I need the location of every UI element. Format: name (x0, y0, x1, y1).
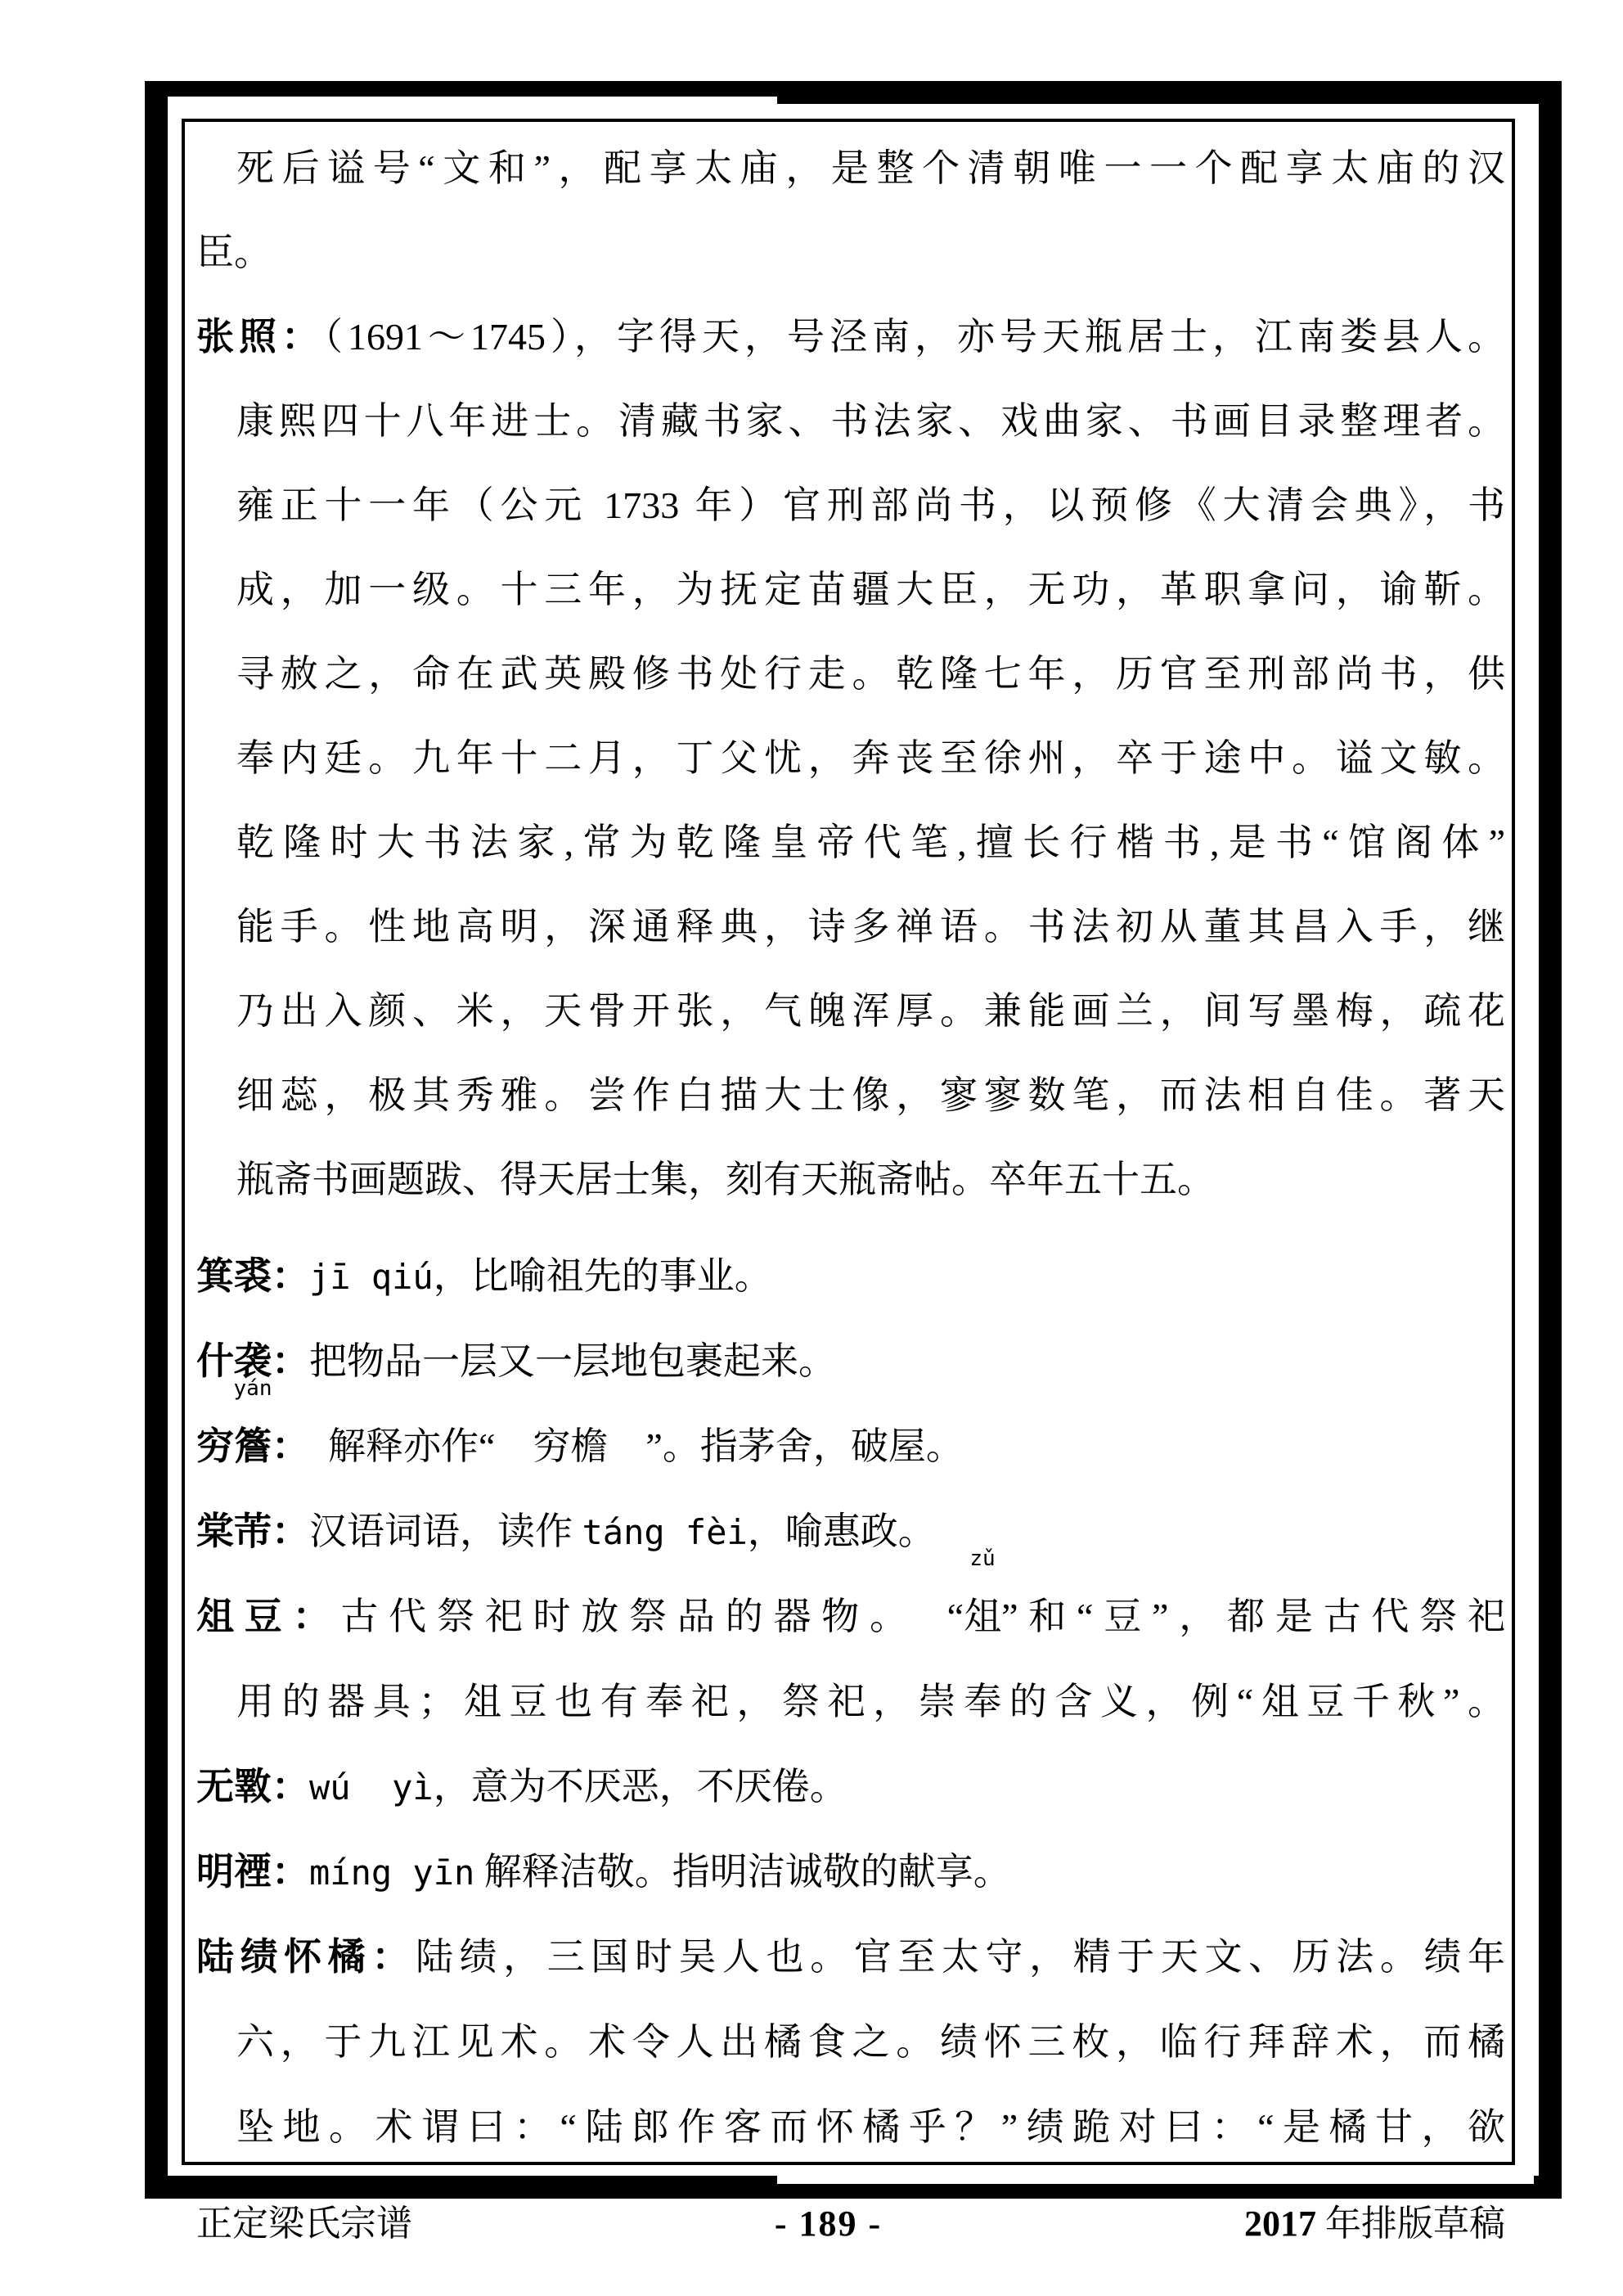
entry-term: 明禋： (196, 1851, 309, 1893)
page-footer (196, 2203, 1505, 2245)
body-text: 六，于九江见术。术令人出橘食之。绩怀三枚，临行拜辞术，而橘 (236, 2021, 1505, 2063)
body-text: 寻赦之，命在武英殿修书处行走。乾隆七年，历官至刑部尚书，供 (236, 653, 1505, 695)
text-line (196, 1745, 1505, 1830)
body-text: 坠地。术谓曰：“陆郎作客而怀橘乎？”绩跪对曰：“是橘甘，欲 (236, 2106, 1505, 2148)
entry-term: 张照： (196, 316, 324, 358)
body-text: 奉内廷。九年十二月，丁父忧，奔丧至徐州，卒于途中。谥文敏。 (236, 737, 1505, 779)
text-line (196, 295, 1505, 379)
body-text: 瓶斋书画题跋、得天居士集，刻有天瓶斋帖。卒年五十五。 (236, 1159, 1215, 1200)
text-line (196, 126, 1505, 210)
body-text: 解释亦作“ 穷檐 ”。指茅舍，破屋。 (290, 1425, 964, 1467)
pinyin-text: wú yì (309, 1767, 434, 1808)
text-line (196, 2085, 1505, 2170)
entry-term: 棠芾： (196, 1510, 309, 1552)
text-line (196, 1319, 1505, 1404)
glossary-block (196, 1234, 1505, 2170)
body-text: 康熙四十八年进士。清藏书家、书法家、戏曲家、书画目录整理者。 (236, 400, 1505, 442)
entry-term: 俎豆： (196, 1596, 341, 1637)
text-line (196, 716, 1505, 800)
body-text: ，意为不厌恶，不厌倦。 (433, 1766, 847, 1808)
body-text: ，比喻祖先的事业。 (433, 1255, 772, 1297)
body-text: ，喻惠政。 (747, 1510, 936, 1552)
text-line (196, 1376, 1505, 1489)
text-line (196, 1053, 1505, 1137)
scan-artifact-top-border-gap (168, 97, 777, 106)
body-text: 雍正十一年（公元 1733 年）官刑部尚书，以预修《大清会典》，书 (236, 484, 1505, 526)
footer-page-number: - 189 - (774, 2204, 883, 2244)
body-text: 陆绩，三国时吴人也。官至太守，精于天文、历法。绩年 (415, 1936, 1506, 1978)
text-line (196, 632, 1505, 716)
text-line (196, 800, 1505, 885)
text-line (196, 1234, 1505, 1319)
body-text: 死后谥号“文和”，配享太庙，是整个清朝唯一一个配享太庙的汉 (236, 147, 1505, 189)
text-line (196, 1659, 1505, 1745)
text-line (196, 1137, 1505, 1222)
text-line (196, 547, 1505, 632)
body-text: 臣。 (196, 232, 272, 273)
entry-term: ： (272, 1425, 290, 1467)
body-text: 能手。性地高明，深通释典，诗多禅语。书法初从董其昌入手，继 (236, 906, 1505, 948)
entry-term: 什袭： (196, 1340, 309, 1382)
body-text: 乾隆时大书法家,常为乾隆皇帝代笔,擅长行楷书,是书“馆阁体” (236, 822, 1505, 863)
scan-artifact-bottom-border-gap (777, 2176, 1534, 2184)
body-text: ”和“豆”，都是古代祭祀 (1001, 1596, 1505, 1637)
text-line (196, 1830, 1505, 1915)
pinyin-text: táng fèi (582, 1512, 748, 1552)
text-line (196, 463, 1505, 547)
text-line (196, 2000, 1505, 2085)
text-line (196, 885, 1505, 969)
text-line (196, 379, 1505, 463)
ruby-pinyin-annotation: yán (233, 1376, 272, 1401)
body-text: 成，加一级。十三年，为抚定苗疆大臣，无功，革职拿问，谕靳。 (236, 569, 1505, 610)
body-text: 古代祭祀时放祭品的器物。 “ (340, 1596, 964, 1637)
body-text: 解释洁敬。指明洁诚敬的献享。 (474, 1851, 1011, 1893)
body-text: 乃出入颜、米，天骨开张，气魄浑厚。兼能画兰，间写墨梅，疏花 (236, 990, 1505, 1032)
pinyin-text: jī qiú (309, 1257, 434, 1297)
body-text: 细蕊，极其秀雅。尝作白描大士像，寥寥数笔，而法相自佳。著天 (236, 1074, 1505, 1116)
entry-term: 箕裘： (196, 1255, 309, 1297)
text-line (196, 210, 1505, 295)
footer-edition-note (1244, 2203, 1505, 2245)
footer-edition-label: 年排版草稿 (1316, 2204, 1505, 2244)
body-text: 把物品一层又一层地包裹起来。 (309, 1340, 836, 1382)
body-text: （1691～1745），字得天，号泾南，亦号天瓶居士，江南娄县人。 (324, 316, 1505, 358)
text-line (196, 1489, 1505, 1574)
text-line (196, 1915, 1505, 2000)
text-line (196, 969, 1505, 1053)
body-text: 用的器具；俎豆也有奉祀，祭祀，崇奉的含义，例“俎豆千秋”。 (236, 1681, 1505, 1722)
text-line (196, 1546, 1505, 1659)
pinyin-text: míng yīn (309, 1853, 475, 1893)
footer-book-title: 正定梁氏宗谱 (196, 2204, 412, 2244)
biography-block (196, 126, 1505, 1222)
ruby-base-char: 簷 yán (233, 1376, 272, 1467)
ruby-base-char: 俎 zǔ (964, 1546, 1002, 1637)
entry-term: 穷 (196, 1425, 234, 1467)
entry-term: 陆绩怀橘： (196, 1936, 416, 1978)
entry-term: 无斁： (196, 1766, 309, 1808)
body-text: 汉语词语，读作 (309, 1510, 582, 1552)
footer-year: 2017 (1244, 2204, 1316, 2244)
ruby-pinyin-annotation: zǔ (969, 1546, 996, 1571)
